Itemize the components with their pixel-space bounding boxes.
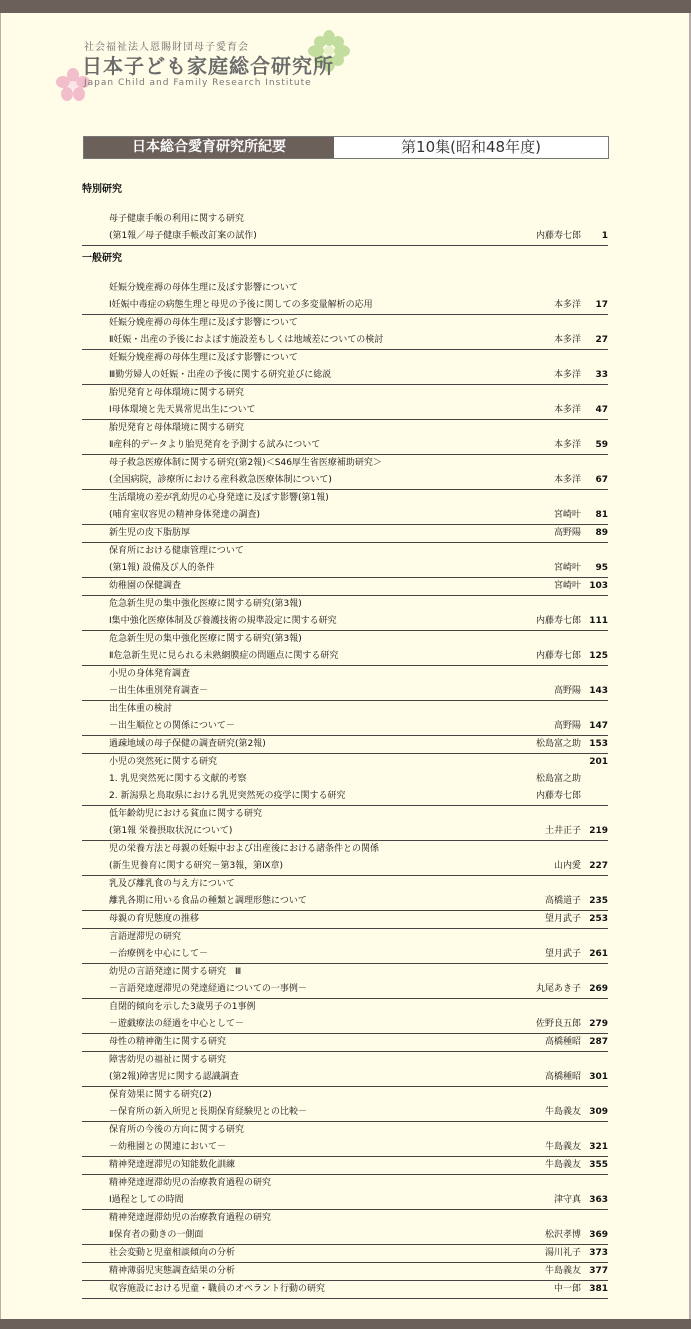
toc-line — [109, 1139, 608, 1156]
author-name: 牛島義友 — [544, 1142, 581, 1152]
page-number: 373 — [589, 1248, 608, 1258]
article-title: 低年齢幼児における貧血に関する研究 — [109, 809, 263, 819]
article-title: (第1報 栄養摂取状況について) — [109, 826, 233, 836]
article-title: 精神薄弱児実態調査結果の分析 — [109, 1266, 236, 1276]
toc-line — [109, 648, 608, 665]
toc-entry[interactable] — [82, 666, 608, 701]
page-number: 27 — [595, 335, 608, 345]
article-title: 生活環境の差が乳幼児の心身発達に及ぼす影響(第1報) — [109, 493, 329, 503]
toc-entry[interactable] — [82, 350, 608, 385]
article-title: Ⅱ危急新生児に見られる未熟網膜症の問題点に関する研究 — [109, 651, 339, 661]
article-title: 幼児の言語発達に関する研究 Ⅲ — [109, 967, 242, 977]
author-name: 牛島義友 — [544, 1266, 581, 1276]
article-title: 2. 新潟県と鳥取県における乳児突然死の疫学に関する研究 — [109, 791, 346, 801]
author-name: 佐野良五郎 — [535, 1019, 581, 1029]
author-name: 牛島義友 — [544, 1160, 581, 1170]
article-title: 収容施設における児童・職員のオペラント行動の研究 — [109, 1284, 326, 1294]
toc-line — [109, 771, 608, 788]
toc-line — [109, 1210, 608, 1227]
article-title: 保育効果に関する研究(2) — [109, 1090, 212, 1100]
toc-line — [109, 1157, 608, 1174]
toc-line — [109, 806, 608, 823]
toc-entry[interactable] — [82, 280, 608, 315]
page-number: 1 — [601, 231, 608, 241]
toc-line — [109, 893, 608, 910]
toc-entry[interactable] — [82, 631, 608, 666]
toc-line — [109, 315, 608, 332]
toc-line — [109, 1281, 608, 1298]
toc-entry[interactable] — [82, 1087, 608, 1122]
article-title: 保育所における健康管理について — [109, 546, 244, 556]
top-bar — [0, 0, 691, 13]
toc-line — [109, 946, 608, 963]
article-title: 妊娠分娩産褥の母体生理に及ぼす影響について — [109, 353, 298, 363]
toc-line — [109, 490, 608, 507]
article-title: 危急新生児の集中強化医療に関する研究(第3報) — [109, 599, 302, 609]
toc-line — [109, 332, 608, 349]
toc-line — [109, 367, 608, 384]
page-number: 279 — [589, 1019, 608, 1029]
author-name: 宮崎叶 — [553, 563, 581, 573]
toc-line — [109, 1069, 608, 1086]
author-name: 本多洋 — [553, 475, 581, 485]
article-title: －言語発達遅滞児の発達経過についての一事例－ — [109, 984, 307, 994]
author-name: 高橋種昭 — [544, 1037, 581, 1047]
article-title: －出生体重別発育調査－ — [109, 686, 209, 696]
author-name: 松島富之助 — [535, 739, 581, 749]
article-title: (哺育室収容児の精神身体発達の調査) — [109, 510, 261, 520]
toc-entry[interactable] — [82, 929, 608, 964]
article-title: 精神発達遅滞幼児の治療教育過程の研究 — [109, 1213, 272, 1223]
section-heading: 一般研究 — [82, 253, 122, 264]
toc-line — [109, 754, 608, 771]
article-title: 新生児の皮下脂肪厚 — [109, 528, 191, 538]
page-number: 269 — [589, 984, 608, 994]
page-number: 67 — [595, 475, 608, 485]
journal-title-bar — [83, 136, 609, 159]
page-number: 261 — [589, 949, 608, 959]
author-name: 丸尾あき子 — [535, 984, 581, 994]
toc-entry[interactable] — [82, 455, 608, 490]
toc-line — [109, 437, 608, 454]
toc-line — [109, 876, 608, 893]
toc-line — [109, 472, 608, 489]
toc-entry[interactable] — [82, 754, 608, 806]
article-title: 乳及び離乳食の与え方について — [109, 879, 235, 889]
toc-line — [109, 350, 608, 367]
institute-name-english: Japan Child and Family Research Institute — [84, 78, 312, 88]
article-title: 妊娠分娩産褥の母体生理に及ぼす影響について — [109, 283, 298, 293]
author-name: 望月武子 — [544, 949, 581, 959]
toc-entry[interactable] — [82, 1175, 608, 1210]
author-name: 中一郎 — [553, 1284, 581, 1294]
article-title: Ⅰ集中強化医療体制及び養護技術の規準設定に関する研究 — [109, 616, 337, 626]
toc-entry[interactable] — [82, 490, 608, 525]
author-name: 津守真 — [553, 1195, 581, 1205]
toc-line — [109, 736, 608, 753]
article-title: 母子健康手帳の利用に関する研究 — [109, 214, 245, 224]
toc-line — [109, 718, 608, 735]
toc-entry[interactable] — [82, 420, 608, 455]
page-number: 321 — [589, 1142, 608, 1152]
page-number: 47 — [595, 405, 608, 415]
toc-entry[interactable] — [82, 1281, 608, 1299]
table-of-contents — [82, 181, 608, 1299]
author-name: 本多洋 — [553, 300, 581, 310]
author-name: 高橋種昭 — [544, 1072, 581, 1082]
page-number: 227 — [589, 861, 608, 871]
article-title: 母親の育児態度の推移 — [109, 914, 200, 924]
author-name: 高野陽 — [553, 528, 581, 538]
article-title: 精神発達遅滞幼児の治療教育過程の研究 — [109, 1178, 272, 1188]
author-name: 本多洋 — [553, 405, 581, 415]
author-name: 宮崎叶 — [553, 581, 581, 591]
toc-entry[interactable] — [82, 1157, 608, 1175]
toc-line — [109, 1104, 608, 1121]
toc-line — [109, 560, 608, 577]
toc-entry[interactable] — [82, 1034, 608, 1052]
page-number: 201 — [589, 757, 608, 767]
article-title: 社会変動と児童相談傾向の分析 — [109, 1248, 236, 1258]
article-title: 危急新生児の集中強化医療に関する研究(第3報) — [109, 634, 302, 644]
toc-entry[interactable] — [82, 841, 608, 876]
author-name: 内藤寿七郎 — [535, 791, 581, 801]
toc-entry[interactable] — [82, 701, 608, 736]
toc-line — [109, 631, 608, 648]
toc-line — [109, 228, 608, 245]
article-title: (第2報)障害児に関する認識調査 — [109, 1072, 239, 1082]
article-title: 離乳各期に用いる食品の種類と調理形態について — [109, 896, 307, 906]
toc-line — [109, 578, 608, 595]
toc-line — [109, 1122, 608, 1139]
article-title: 小児の身体発育調査 — [109, 669, 191, 679]
article-title: Ⅰ母体環境と先天異常児出生について — [109, 405, 256, 415]
toc-line — [109, 1016, 608, 1033]
toc-line — [109, 507, 608, 524]
section-heading: 特別研究 — [82, 184, 122, 195]
toc-entry[interactable] — [82, 578, 608, 596]
article-title: 母子救急医療体制に関する研究(第2報)＜S46厚生省医療補助研究＞ — [109, 458, 382, 468]
toc-line — [109, 999, 608, 1016]
article-title: 胎児発育と母体環境に関する研究 — [109, 388, 245, 398]
article-title: 1. 乳児突然死に関する文献的考察 — [109, 774, 247, 784]
toc-entry[interactable] — [82, 1210, 608, 1245]
toc-line — [109, 1227, 608, 1244]
article-title: (全国病院，診療所における産科救急医療体制について) — [109, 475, 332, 485]
toc-line — [109, 297, 608, 314]
article-title: Ⅰ妊娠中毒症の病態生理と母児の予後に関しての多変量解析の応用 — [109, 300, 373, 310]
toc-line — [109, 1087, 608, 1104]
author-name: 望月武子 — [544, 914, 581, 924]
toc-line — [109, 1052, 608, 1069]
toc-line — [109, 613, 608, 630]
author-name: 湯川礼子 — [544, 1248, 581, 1258]
page-number: 153 — [589, 739, 608, 749]
page-number: 143 — [589, 686, 608, 696]
article-title: Ⅱ産科的データより胎児発育を予測する試みについて — [109, 440, 321, 450]
organization-name: 社会福祉法人恩賜財団母子愛育会 — [84, 42, 249, 53]
author-name: 本多洋 — [553, 440, 581, 450]
toc-line — [109, 402, 608, 419]
toc-line — [109, 280, 608, 297]
toc-entry[interactable] — [82, 211, 608, 246]
toc-entry[interactable] — [82, 736, 608, 754]
toc-line — [109, 964, 608, 981]
toc-entry[interactable] — [82, 876, 608, 911]
page-number: 103 — [589, 581, 608, 591]
author-name: 宮崎叶 — [553, 510, 581, 520]
toc-line — [109, 981, 608, 998]
toc-line — [109, 701, 608, 718]
article-title: 過疎地域の母子保健の調査研究(第2報) — [109, 739, 266, 749]
article-title: 胎児発育と母体環境に関する研究 — [109, 423, 245, 433]
author-name: 内藤寿七郎 — [535, 616, 581, 626]
page-number: 17 — [595, 300, 608, 310]
article-title: －治療例を中心にして－ — [109, 949, 209, 959]
toc-entry[interactable] — [82, 1052, 608, 1087]
author-name: 牛島義友 — [544, 1107, 581, 1117]
toc-line — [109, 683, 608, 700]
page-number: 363 — [589, 1195, 608, 1205]
toc-line — [109, 420, 608, 437]
page-number: 219 — [589, 826, 608, 836]
toc-entry[interactable] — [82, 999, 608, 1034]
page-number: 301 — [589, 1072, 608, 1082]
author-name: 内藤寿七郎 — [535, 231, 581, 241]
page-number: 111 — [589, 616, 608, 626]
page-number: 369 — [589, 1230, 608, 1240]
article-title: 言語遅滞児の研究 — [109, 932, 182, 942]
toc-line — [109, 525, 608, 542]
toc-line — [109, 666, 608, 683]
article-title: (新生児養育に関する研究－第3報，第Ⅸ章) — [109, 861, 284, 871]
page-number: 355 — [589, 1160, 608, 1170]
page-number: 125 — [589, 651, 608, 661]
author-name: 高野陽 — [553, 686, 581, 696]
article-title: 児の栄養方法と母親の妊娠中および出産後における諸条件との関係 — [109, 844, 380, 854]
toc-line — [109, 788, 608, 805]
page-number: 377 — [589, 1266, 608, 1276]
page-border-left — [0, 13, 1, 1319]
article-title: 自閉的傾向を示した3歳男子の1事例 — [109, 1002, 256, 1012]
toc-line — [109, 1245, 608, 1262]
toc-line — [109, 858, 608, 875]
article-title: (第1報／母子健康手帳改訂案の試作) — [109, 231, 257, 241]
article-title: 出生体重の検討 — [109, 704, 173, 714]
article-title: －遊戯療法の経過を中心として－ — [109, 1019, 245, 1029]
author-name: 本多洋 — [553, 335, 581, 345]
author-name: 松沢孝博 — [544, 1230, 581, 1240]
page-number: 81 — [595, 510, 608, 520]
institute-header[interactable] — [58, 36, 388, 106]
article-title: Ⅰ過程としての時間 — [109, 1195, 184, 1205]
toc-entry[interactable] — [82, 525, 608, 543]
article-title: 小児の突然死に関する研究 — [109, 757, 218, 767]
toc-entry[interactable] — [82, 964, 608, 999]
article-title: Ⅱ保育者の動きの一側面 — [109, 1230, 204, 1240]
author-name: 内藤寿七郎 — [535, 651, 581, 661]
toc-line — [109, 596, 608, 613]
bottom-bar — [0, 1319, 691, 1329]
article-title: －保育所の新入所児と長期保育経験児との比較－ — [109, 1107, 308, 1117]
toc-entry[interactable] — [82, 385, 608, 420]
toc-line — [109, 911, 608, 928]
author-name: 高野陽 — [553, 721, 581, 731]
toc-entry[interactable] — [82, 1263, 608, 1281]
toc-entry[interactable] — [82, 315, 608, 350]
toc-line — [109, 385, 608, 402]
toc-entry[interactable] — [82, 543, 608, 578]
article-title: (第1報) 設備及び人的条件 — [109, 563, 215, 573]
article-title: 妊娠分娩産褥の母体生理に及ぼす影響について — [109, 318, 298, 328]
toc-line — [109, 1263, 608, 1280]
author-name: 山内愛 — [553, 861, 581, 871]
page-number: 309 — [589, 1107, 608, 1117]
toc-line — [109, 1192, 608, 1209]
toc-entry[interactable] — [82, 596, 608, 631]
article-title: 障害幼児の福祉に関する研究 — [109, 1055, 227, 1065]
toc-entry[interactable] — [82, 1245, 608, 1263]
page-number: 253 — [589, 914, 608, 924]
article-title: Ⅲ勤労婦人の妊娠・出産の予後に関する研究並びに総説 — [109, 370, 332, 380]
toc-line — [109, 543, 608, 560]
author-name: 高橋道子 — [544, 896, 581, 906]
toc-line — [109, 1175, 608, 1192]
article-title: Ⅱ妊娠・出産の予後におよぼす施設差もしくは地域差についての検討 — [109, 335, 384, 345]
toc-line — [109, 211, 608, 228]
page-number: 381 — [589, 1284, 608, 1294]
page-number: 89 — [595, 528, 608, 538]
toc-entry[interactable] — [82, 1122, 608, 1157]
author-name: 松島富之助 — [535, 774, 581, 784]
toc-line — [109, 841, 608, 858]
page-number: 33 — [595, 370, 608, 380]
article-title: 精神発達遅滞児の知能数化訓練 — [109, 1160, 236, 1170]
volume-title: 第10集(昭和48年度) — [401, 138, 541, 156]
journal-title: 日本総合愛育研究所紀要 — [84, 137, 334, 158]
author-name: 土井正子 — [544, 826, 581, 836]
page-number: 147 — [589, 721, 608, 731]
article-title: 母性の精神衛生に関する研究 — [109, 1037, 227, 1047]
toc-line — [109, 1034, 608, 1051]
article-title: －出生順位との関係について－ — [109, 721, 235, 731]
author-name: 本多洋 — [553, 370, 581, 380]
page-number: 235 — [589, 896, 608, 906]
toc-entry[interactable] — [82, 911, 608, 929]
toc-line — [109, 823, 608, 840]
page-number: 95 — [595, 563, 608, 573]
toc-line — [109, 929, 608, 946]
page-number: 287 — [589, 1037, 608, 1047]
toc-entry[interactable] — [82, 806, 608, 841]
article-title: 幼稚園の保健調査 — [109, 581, 182, 591]
article-title: 保育所の今後の方向に関する研究 — [109, 1125, 245, 1135]
toc-line — [109, 455, 608, 472]
page-number: 59 — [595, 440, 608, 450]
article-title: －幼稚園との関連において－ — [109, 1142, 227, 1152]
institute-name: 日本子ども家庭総合研究所 — [82, 54, 334, 78]
